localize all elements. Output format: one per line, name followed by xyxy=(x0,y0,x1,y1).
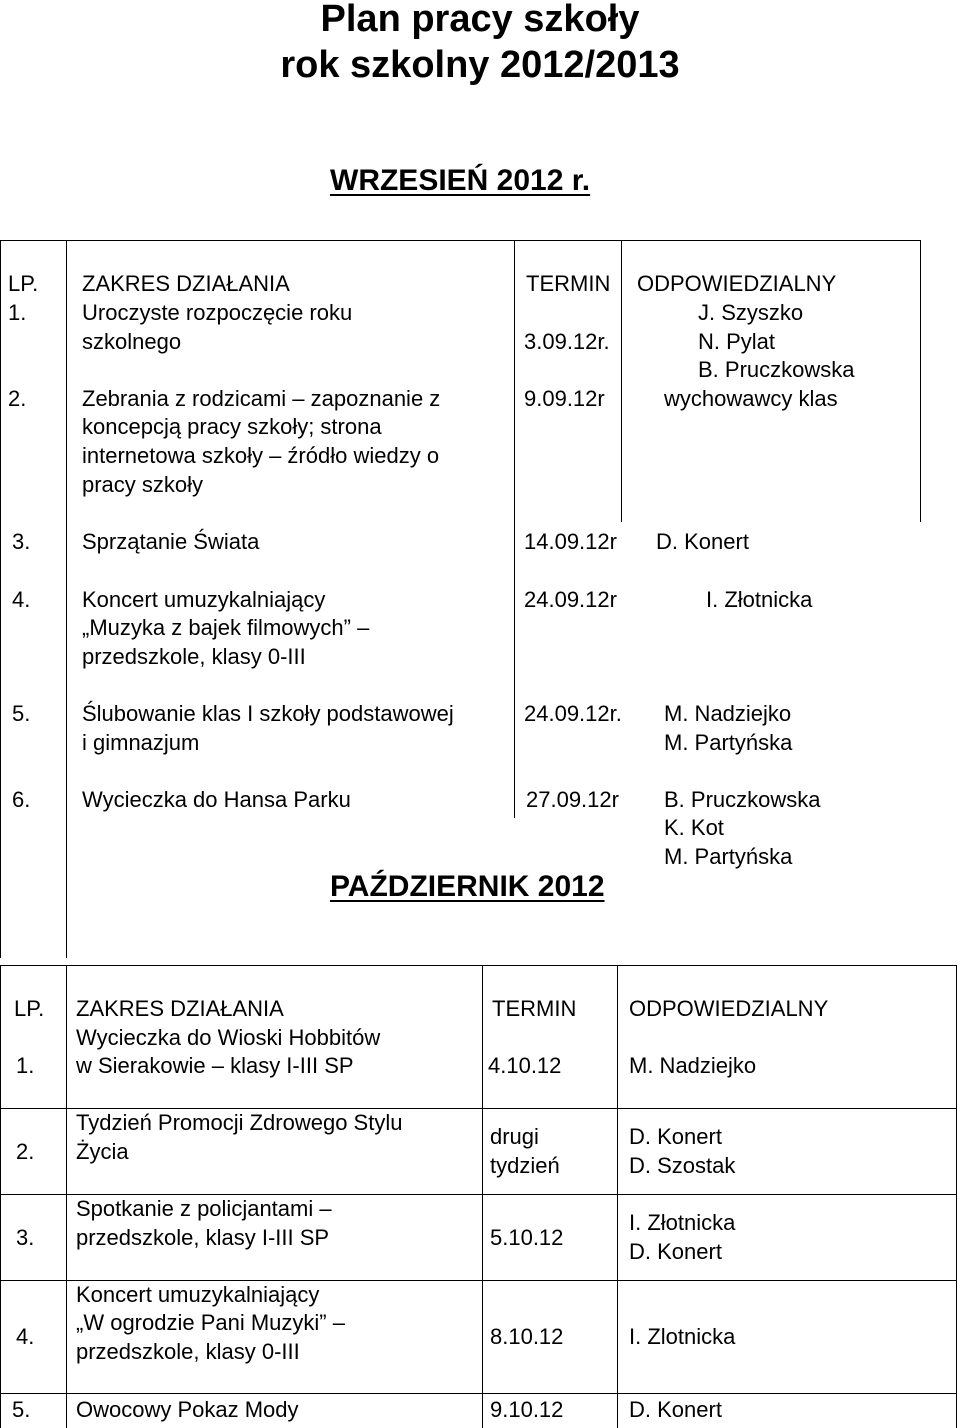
row-number: 4. xyxy=(16,1324,35,1349)
sep-header-odp: ODPOWIEDZIALNY xyxy=(637,271,837,296)
row-activity: i gimnazjum xyxy=(82,730,200,755)
oct-header-termin: TERMIN xyxy=(492,996,577,1021)
row-activity: Koncert umuzykalniający xyxy=(76,1282,320,1307)
sep-table-top-border xyxy=(0,240,921,241)
row-number: 2. xyxy=(8,386,27,411)
row-date: 24.09.12r. xyxy=(524,701,622,726)
row-activity: Sprzątanie Świata xyxy=(82,529,260,554)
sep-header-termin: TERMIN xyxy=(526,271,611,296)
row-number: 3. xyxy=(16,1225,35,1250)
row-activity: Ślubowanie klas I szkoły podstawowej xyxy=(82,701,454,726)
row-activity: „Muzyka z bajek filmowych” – xyxy=(82,615,370,640)
row-number: 1. xyxy=(8,300,27,325)
row-responsible: B. Pruczkowska xyxy=(664,787,821,812)
row-activity: szkolnego xyxy=(82,329,182,354)
row-responsible: D. Konert xyxy=(656,529,749,554)
page-subtitle: rok szkolny 2012/2013 xyxy=(280,44,680,86)
row-activity: „W ogrodzie Pani Muzyki” – xyxy=(76,1310,345,1335)
row-activity: Życia xyxy=(76,1139,129,1164)
row-activity: Spotkanie z policjantami – xyxy=(76,1196,332,1221)
row-activity: przedszkole, klasy 0-III xyxy=(82,644,306,669)
row-number: 1. xyxy=(16,1053,35,1078)
row-date: 3.09.12r. xyxy=(524,329,610,354)
oct-table-col-divider xyxy=(482,965,483,1428)
row-number: 5. xyxy=(12,1397,31,1422)
row-responsible: M. Nadziejko xyxy=(629,1053,757,1078)
row-responsible: D. Szostak xyxy=(629,1153,736,1178)
row-number: 5. xyxy=(12,701,31,726)
row-responsible: N. Pylat xyxy=(698,329,776,354)
oct-row-separator xyxy=(0,1393,957,1394)
row-responsible: D. Konert xyxy=(629,1124,722,1149)
oct-table-right-border xyxy=(956,965,957,1428)
row-date: 9.09.12r xyxy=(524,386,605,411)
page-title: Plan pracy szkoły xyxy=(320,0,640,40)
row-activity: Wycieczka do Wioski Hobbitów xyxy=(76,1025,381,1050)
row-date: 14.09.12r xyxy=(524,529,617,554)
row-date: 24.09.12r xyxy=(524,587,617,612)
row-date: drugi xyxy=(490,1124,539,1149)
row-responsible: M. Nadziejko xyxy=(664,701,792,726)
oct-table-col-divider xyxy=(617,965,618,1428)
row-responsible: M. Partyńska xyxy=(664,844,793,869)
oct-table-col-divider xyxy=(66,965,67,1428)
row-responsible: K. Kot xyxy=(664,815,724,840)
row-date: 4.10.12 xyxy=(488,1053,562,1078)
oct-header-lp: LP. xyxy=(14,996,45,1021)
row-responsible: I. Złotnicka xyxy=(629,1210,736,1235)
row-activity: przedszkole, klasy I-III SP xyxy=(76,1225,330,1250)
row-responsible: D. Konert xyxy=(629,1239,722,1264)
row-number: 3. xyxy=(12,529,31,554)
row-date: 8.10.12 xyxy=(490,1324,564,1349)
row-responsible: J. Szyszko xyxy=(698,300,804,325)
row-number: 2. xyxy=(16,1139,35,1164)
row-number: 6. xyxy=(12,787,31,812)
row-activity: Wycieczka do Hansa Parku xyxy=(82,787,351,812)
oct-header-zakres: ZAKRES DZIAŁANIA xyxy=(76,996,284,1021)
row-date: 5.10.12 xyxy=(490,1225,564,1250)
row-responsible: wychowawcy klas xyxy=(664,386,838,411)
sep-table-col-divider xyxy=(621,240,622,522)
oct-header-odp: ODPOWIEDZIALNY xyxy=(629,996,829,1021)
row-date: 9.10.12 xyxy=(490,1397,564,1422)
row-activity: przedszkole, klasy 0-III xyxy=(76,1339,300,1364)
october-heading: PAŹDZIERNIK 2012 xyxy=(330,870,605,903)
row-activity: Zebrania z rodzicami – zapoznanie z xyxy=(82,386,441,411)
row-activity: Tydzień Promocji Zdrowego Stylu xyxy=(76,1110,403,1135)
oct-table-top-border xyxy=(0,965,957,966)
row-activity: koncepcją pracy szkoły; strona xyxy=(82,414,382,439)
sep-header-zakres: ZAKRES DZIAŁANIA xyxy=(82,271,290,296)
row-activity: Koncert umuzykalniający xyxy=(82,587,326,612)
row-responsible: I. Zlotnicka xyxy=(629,1324,736,1349)
row-activity: Owocowy Pokaz Mody xyxy=(76,1397,299,1422)
row-activity: Uroczyste rozpoczęcie roku xyxy=(82,300,353,325)
row-activity: pracy szkoły xyxy=(82,472,204,497)
row-activity: w Sierakowie – klasy I-III SP xyxy=(76,1053,354,1078)
row-responsible: M. Partyńska xyxy=(664,730,793,755)
row-number: 4. xyxy=(12,587,31,612)
sep-table-col-divider xyxy=(514,240,515,818)
row-activity: internetowa szkoły – źródło wiedzy o xyxy=(82,443,440,468)
sep-header-lp: LP. xyxy=(8,271,39,296)
row-responsible: B. Pruczkowska xyxy=(698,357,855,382)
sep-table-left-border xyxy=(0,240,1,958)
row-date: tydzień xyxy=(490,1153,560,1178)
oct-table-left-border xyxy=(0,965,1,1428)
sep-table-right-border xyxy=(920,240,921,522)
sep-table-col-divider xyxy=(66,240,67,958)
row-date: 27.09.12r xyxy=(526,787,619,812)
row-responsible: I. Złotnicka xyxy=(706,587,813,612)
september-heading: WRZESIEŃ 2012 r. xyxy=(330,164,591,197)
row-responsible: D. Konert xyxy=(629,1397,722,1422)
